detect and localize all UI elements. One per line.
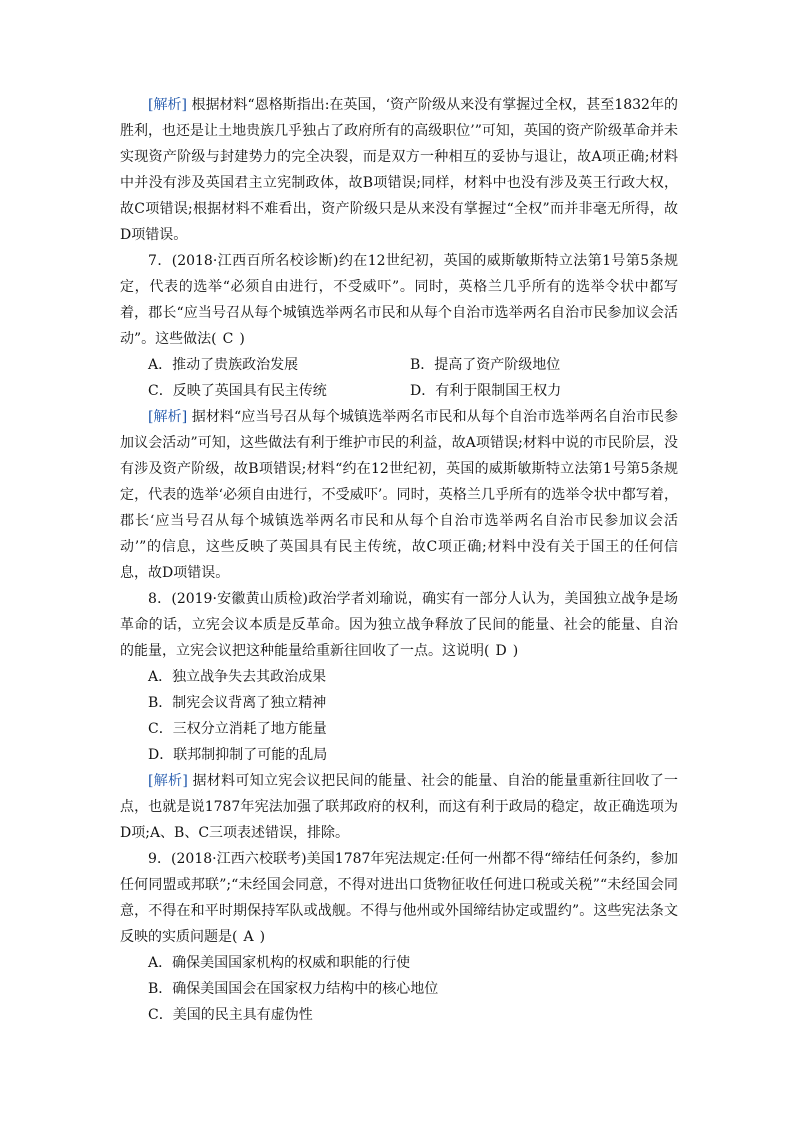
answer-letter: A [243, 929, 254, 945]
analysis-label: [解析] [148, 97, 187, 113]
option-c: C．美国的民主具有虚伪性 [148, 1007, 313, 1023]
question-stem: 8．(2019·安徽黄山质检)政治学者刘瑜说，确实有一部分人认为，美国独立战争是场革命的话，立宪会议本质是反革命。因为独立战争释放了民间的能量、社会的能量、自治的能量，立宪会议把这种能量给重新往回收了一点。这说明( D ) [120, 591, 678, 659]
analysis-paragraph [120, 768, 678, 846]
option-d: D．有利于限制国王权力 [410, 383, 562, 399]
option-c: C．三权分立消耗了地方能量 [148, 721, 327, 737]
question-stem: 7．(2018·江西百所名校诊断)约在12世纪初，英国的威斯敏斯特立法第1号第5条规定，代表的选举“必须自由进行，不受威吓”。同时，英格兰几乎所有的选举令状中都写着，郡长“应当号召从每个城镇选举两名市民和从每个自治市选举两名自治市民参加议会活动”。这些做法( C ) [120, 253, 678, 347]
analysis-text: 据材料可知立宪会议把民间的能量、社会的能量、自治的能量重新往回收了一点，也就是说1787年宪法加强了联邦政府的权利，而这有利于政局的稳定，故正确选项为D项;A、B、C三项表述错误，排除。 [120, 773, 679, 841]
option-b: B．确保美国国会在国家权力结构中的核心地位 [148, 981, 439, 997]
answer-letter: D [495, 643, 507, 659]
analysis-label: [解析] [148, 773, 188, 789]
option-b: B．制宪会议背离了独立精神 [148, 695, 327, 711]
option-b: B．提高了资产阶级地位 [410, 357, 561, 373]
option-c: C．反映了英国具有民主传统 [148, 383, 327, 399]
option-a: A．独立战争失去其政治成果 [148, 669, 327, 685]
analysis-text: 据材料“应当号召从每个城镇选举两名市民和从每个自治市选举两名自治市民参加议会活动”可知，这些做法有利于维护市民的利益，故A项错误;材料中说的市民阶层，没有涉及资产阶级，故B项错误;材料“约在12世纪初，英国的威斯敏斯特立法第1号第5条规定，代表的选举‘必须自由进行，不受威吓’。同时，英格兰几乎所有的选举令状中都写着，郡长‘应当号召从每个城镇选举两名市民和从每个自治市选举两名自治市民参加议会活动’”的信息，这些反映了英国具有民主传统，故C项正确;材料中没有关于国王的任何信息，故D项错误。 [120, 409, 678, 581]
option-a: A．确保美国国家机构的权威和职能的行使 [148, 955, 411, 971]
analysis-paragraph [120, 404, 678, 586]
option-d: D．联邦制抑制了可能的乱局 [148, 747, 328, 763]
option-a: A．推动了贵族政治发展 [148, 357, 299, 373]
options-row [120, 352, 678, 378]
analysis-text: 根据材料“恩格斯指出:在英国，‘资产阶级从来没有掌握过全权，甚至1832年的胜利，也还是让土地贵族几乎独占了政府所有的高级职位’”可知，英国的资产阶级革命并未实现资产阶级与封建势力的完全决裂，而是双方一种相互的妥协与退让，故A项正确;材料中并没有涉及英国君主立宪制政体，故B项错误;同样，材料中也没有涉及英王行政大权，故C项错误;根据材料不难看出，资产阶级只是从来没有掌握过“全权”而并非毫无所得，故D项错误。 [120, 97, 678, 243]
analysis-label: [解析] [148, 409, 188, 425]
question-stem: 9．(2018·江西六校联考)美国1787年宪法规定:任何一州都不得“缔结任何条约，参加任何同盟或邦联”;“未经国会同意，不得对进出口货物征收任何进口税或关税”“未经国会同意，不得在和平时期保持军队或战舰。不得与他州或外国缔结协定或盟约”。这些宪法条文反映的实质问题是( A ) [120, 851, 678, 945]
document-page [120, 92, 678, 1028]
answer-letter: C [222, 331, 234, 347]
options-row [120, 378, 678, 404]
analysis-paragraph [120, 92, 678, 248]
